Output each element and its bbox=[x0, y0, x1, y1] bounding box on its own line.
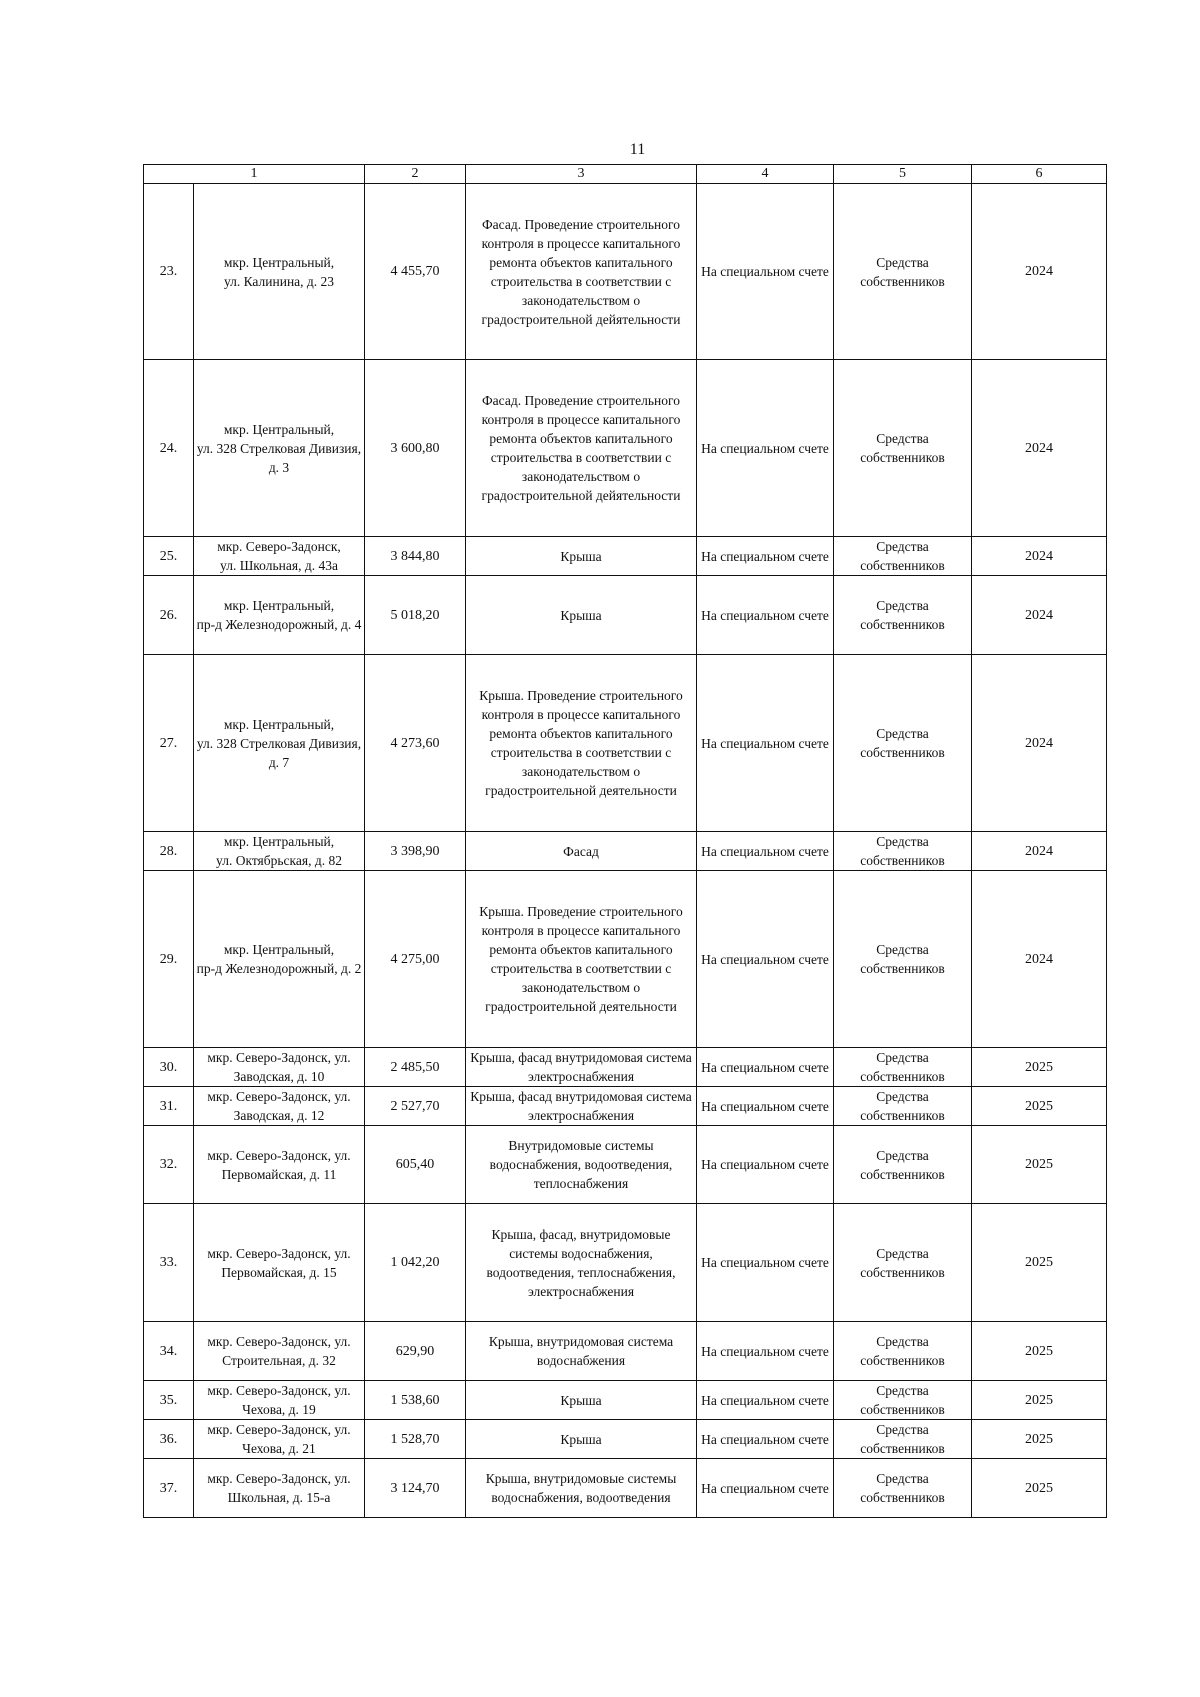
row-number: 36. bbox=[144, 1420, 194, 1459]
table-row bbox=[144, 1087, 1107, 1126]
address-cell: мкр. Северо-Задонск, ул. Первомайская, д. 15 bbox=[194, 1204, 365, 1322]
funds-source-cell: Средства собственников bbox=[834, 360, 972, 537]
table-row bbox=[144, 832, 1107, 871]
works-cell: Крыша, фасад внутридомовая система электроснабжения bbox=[466, 1048, 697, 1087]
works-cell: Крыша. Проведение строительного контроля в процессе капитального ремонта объектов капитального строительства в соответствии с законодательством о градостроительной деятельности bbox=[466, 655, 697, 832]
row-number: 32. bbox=[144, 1126, 194, 1204]
table-body bbox=[144, 184, 1107, 1518]
funds-source-cell: Средства собственников bbox=[834, 1126, 972, 1204]
funds-source-cell: Средства собственников bbox=[834, 1087, 972, 1126]
area-cell: 5 018,20 bbox=[365, 576, 466, 655]
funds-source-cell: Средства собственников bbox=[834, 655, 972, 832]
works-cell: Крыша bbox=[466, 1420, 697, 1459]
area-cell: 4 275,00 bbox=[365, 871, 466, 1048]
works-cell: Крыша bbox=[466, 576, 697, 655]
row-number: 31. bbox=[144, 1087, 194, 1126]
table-row bbox=[144, 1322, 1107, 1381]
area-cell: 3 398,90 bbox=[365, 832, 466, 871]
table-row bbox=[144, 184, 1107, 360]
funds-source-cell: Средства собственников bbox=[834, 1420, 972, 1459]
table-row bbox=[144, 1420, 1107, 1459]
account-cell: На специальном счете bbox=[697, 576, 834, 655]
year-cell: 2025 bbox=[972, 1048, 1107, 1087]
works-cell: Крыша, внутридомовая система водоснабжения bbox=[466, 1322, 697, 1381]
address-cell: мкр. Центральный, пр-д Железнодорожный, д. 2 bbox=[194, 871, 365, 1048]
table-row bbox=[144, 1459, 1107, 1518]
year-cell: 2025 bbox=[972, 1322, 1107, 1381]
address-cell: мкр. Северо-Задонск, ул. Чехова, д. 19 bbox=[194, 1381, 365, 1420]
table-row bbox=[144, 1381, 1107, 1420]
works-cell: Крыша bbox=[466, 537, 697, 576]
address-cell: мкр. Центральный, пр-д Железнодорожный, д. 4 bbox=[194, 576, 365, 655]
area-cell: 605,40 bbox=[365, 1126, 466, 1204]
row-number: 33. bbox=[144, 1204, 194, 1322]
table-row bbox=[144, 1048, 1107, 1087]
area-cell: 3 600,80 bbox=[365, 360, 466, 537]
year-cell: 2024 bbox=[972, 576, 1107, 655]
area-cell: 3 124,70 bbox=[365, 1459, 466, 1518]
account-cell: На специальном счете bbox=[697, 360, 834, 537]
funds-source-cell: Средства собственников bbox=[834, 576, 972, 655]
address-cell: мкр. Северо-Задонск, ул. Чехова, д. 21 bbox=[194, 1420, 365, 1459]
area-cell: 1 042,20 bbox=[365, 1204, 466, 1322]
area-cell: 2 485,50 bbox=[365, 1048, 466, 1087]
area-cell: 4 455,70 bbox=[365, 184, 466, 360]
year-cell: 2024 bbox=[972, 184, 1107, 360]
funds-source-cell: Средства собственников bbox=[834, 1048, 972, 1087]
address-cell: мкр. Северо-Задонск, ул. Заводская, д. 12 bbox=[194, 1087, 365, 1126]
address-cell: мкр. Северо-Задонск, ул. Школьная, д. 15-а bbox=[194, 1459, 365, 1518]
account-cell: На специальном счете bbox=[697, 1322, 834, 1381]
works-cell: Крыша, внутридомовые системы водоснабжения, водоотведения bbox=[466, 1459, 697, 1518]
table-row bbox=[144, 576, 1107, 655]
table-row bbox=[144, 1126, 1107, 1204]
row-number: 27. bbox=[144, 655, 194, 832]
column-number-row bbox=[144, 165, 1107, 184]
row-number: 30. bbox=[144, 1048, 194, 1087]
year-cell: 2024 bbox=[972, 537, 1107, 576]
column-number-2: 2 bbox=[365, 165, 466, 184]
row-number: 24. bbox=[144, 360, 194, 537]
account-cell: На специальном счете bbox=[697, 1126, 834, 1204]
column-number-6: 6 bbox=[972, 165, 1107, 184]
works-cell: Крыша, фасад, внутридомовые системы водоснабжения, водоотведения, теплоснабжения, электроснабжения bbox=[466, 1204, 697, 1322]
area-cell: 629,90 bbox=[365, 1322, 466, 1381]
funds-source-cell: Средства собственников bbox=[834, 537, 972, 576]
address-cell: мкр. Центральный, ул. 328 Стрелковая Дивизия, д. 7 bbox=[194, 655, 365, 832]
account-cell: На специальном счете bbox=[697, 1381, 834, 1420]
year-cell: 2024 bbox=[972, 832, 1107, 871]
area-cell: 1 538,60 bbox=[365, 1381, 466, 1420]
year-cell: 2025 bbox=[972, 1126, 1107, 1204]
year-cell: 2025 bbox=[972, 1459, 1107, 1518]
account-cell: На специальном счете bbox=[697, 1459, 834, 1518]
works-cell: Внутридомовые системы водоснабжения, водоотведения, теплоснабжения bbox=[466, 1126, 697, 1204]
year-cell: 2025 bbox=[972, 1087, 1107, 1126]
funds-source-cell: Средства собственников bbox=[834, 1381, 972, 1420]
row-number: 37. bbox=[144, 1459, 194, 1518]
address-cell: мкр. Центральный, ул. 328 Стрелковая Дивизия, д. 3 bbox=[194, 360, 365, 537]
funds-source-cell: Средства собственников bbox=[834, 1459, 972, 1518]
area-cell: 3 844,80 bbox=[365, 537, 466, 576]
works-cell: Фасад. Проведение строительного контроля в процессе капитального ремонта объектов капитального строительства в соответствии с законодательством о градостроительной дейятельности bbox=[466, 184, 697, 360]
works-cell: Крыша bbox=[466, 1381, 697, 1420]
works-cell: Крыша, фасад внутридомовая система электроснабжения bbox=[466, 1087, 697, 1126]
year-cell: 2024 bbox=[972, 871, 1107, 1048]
works-cell: Фасад bbox=[466, 832, 697, 871]
funds-source-cell: Средства собственников bbox=[834, 1322, 972, 1381]
year-cell: 2025 bbox=[972, 1204, 1107, 1322]
account-cell: На специальном счете bbox=[697, 184, 834, 360]
year-cell: 2025 bbox=[972, 1381, 1107, 1420]
year-cell: 2024 bbox=[972, 655, 1107, 832]
row-number: 34. bbox=[144, 1322, 194, 1381]
row-number: 35. bbox=[144, 1381, 194, 1420]
account-cell: На специальном счете bbox=[697, 655, 834, 832]
area-cell: 1 528,70 bbox=[365, 1420, 466, 1459]
row-number: 28. bbox=[144, 832, 194, 871]
account-cell: На специальном счете bbox=[697, 832, 834, 871]
account-cell: На специальном счете bbox=[697, 1048, 834, 1087]
row-number: 26. bbox=[144, 576, 194, 655]
funds-source-cell: Средства собственников bbox=[834, 1204, 972, 1322]
capital-repair-table bbox=[143, 164, 1107, 1518]
table-row bbox=[144, 871, 1107, 1048]
account-cell: На специальном счете bbox=[697, 871, 834, 1048]
table-row bbox=[144, 655, 1107, 832]
column-number-5: 5 bbox=[834, 165, 972, 184]
column-number-1: 1 bbox=[144, 165, 365, 184]
row-number: 23. bbox=[144, 184, 194, 360]
account-cell: На специальном счете bbox=[697, 1420, 834, 1459]
year-cell: 2025 bbox=[972, 1420, 1107, 1459]
works-cell: Крыша. Проведение строительного контроля в процессе капитального ремонта объектов капитального строительства в соответствии с законодательством о градостроительной деятельности bbox=[466, 871, 697, 1048]
address-cell: мкр. Северо-Задонск, ул. Школьная, д. 43а bbox=[194, 537, 365, 576]
account-cell: На специальном счете bbox=[697, 1204, 834, 1322]
table-row bbox=[144, 360, 1107, 537]
address-cell: мкр. Центральный, ул. Октябрьская, д. 82 bbox=[194, 832, 365, 871]
area-cell: 2 527,70 bbox=[365, 1087, 466, 1126]
area-cell: 4 273,60 bbox=[365, 655, 466, 832]
row-number: 29. bbox=[144, 871, 194, 1048]
funds-source-cell: Средства собственников bbox=[834, 832, 972, 871]
works-cell: Фасад. Проведение строительного контроля в процессе капитального ремонта объектов капитального строительства в соответствии с законодательством о градостроительной дейятельности bbox=[466, 360, 697, 537]
column-number-3: 3 bbox=[466, 165, 697, 184]
address-cell: мкр. Северо-Задонск, ул. Заводская, д. 10 bbox=[194, 1048, 365, 1087]
address-cell: мкр. Центральный, ул. Калинина, д. 23 bbox=[194, 184, 365, 360]
address-cell: мкр. Северо-Задонск, ул. Строительная, д. 32 bbox=[194, 1322, 365, 1381]
page-number: 11 bbox=[629, 141, 646, 158]
funds-source-cell: Средства собственников bbox=[834, 871, 972, 1048]
address-cell: мкр. Северо-Задонск, ул. Первомайская, д. 11 bbox=[194, 1126, 365, 1204]
year-cell: 2024 bbox=[972, 360, 1107, 537]
account-cell: На специальном счете bbox=[697, 1087, 834, 1126]
column-number-4: 4 bbox=[697, 165, 834, 184]
row-number: 25. bbox=[144, 537, 194, 576]
account-cell: На специальном счете bbox=[697, 537, 834, 576]
funds-source-cell: Средства собственников bbox=[834, 184, 972, 360]
table-row bbox=[144, 1204, 1107, 1322]
table-row bbox=[144, 537, 1107, 576]
